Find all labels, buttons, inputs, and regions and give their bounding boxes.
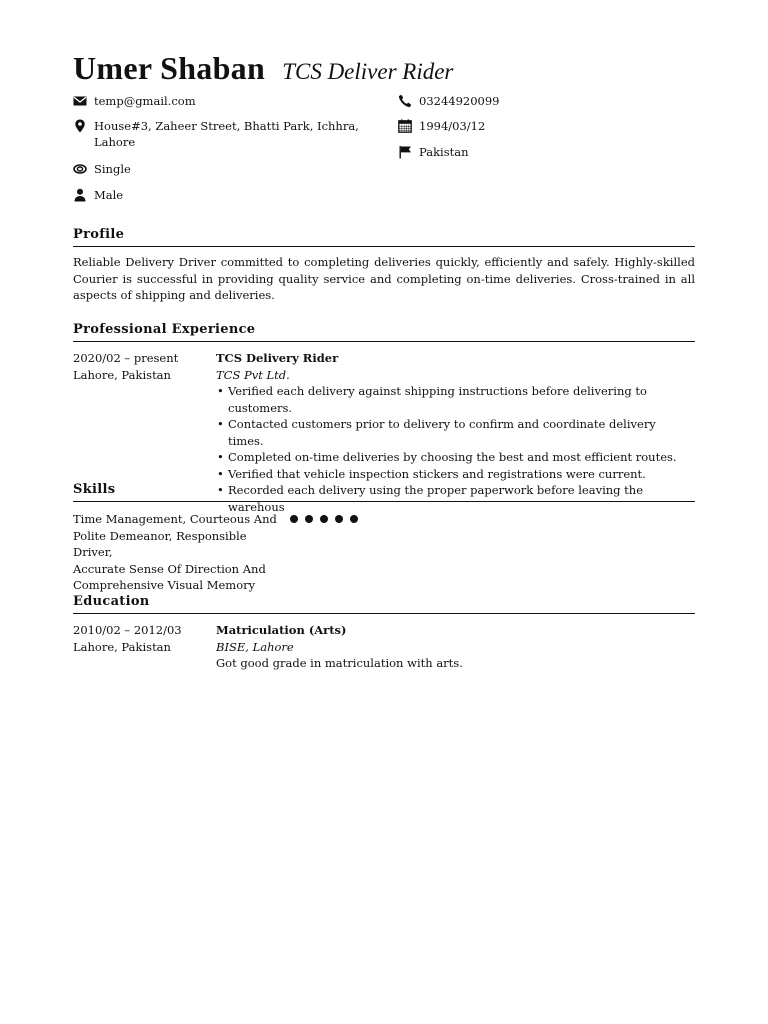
rating-dot — [350, 515, 358, 523]
skills-divider — [73, 501, 695, 502]
education-school: BISE, Lahore — [216, 639, 294, 654]
rings-icon — [73, 162, 87, 176]
resume-header — [73, 50, 453, 87]
skill-rating — [290, 515, 365, 523]
profile-heading: Profile — [73, 227, 125, 242]
address-line-1: House#3, Zaheer Street, Bhatti Park, Ichhra, — [94, 119, 359, 133]
experience-meta — [73, 350, 208, 383]
skill-line: Accurate Sense Of Direction And — [73, 561, 266, 576]
contact-email — [73, 93, 196, 109]
contact-marital — [73, 161, 131, 177]
experience-date: 2020/02 – present — [73, 351, 179, 365]
candidate-title: TCS Deliver Rider — [282, 59, 454, 84]
skill-description — [73, 511, 283, 594]
contact-nationality — [398, 144, 469, 160]
list-item: • Recorded each delivery using the proper paperwork before leaving the warehous — [216, 482, 695, 515]
experience-org: TCS Pvt Ltd. — [216, 367, 290, 382]
calendar-icon — [398, 119, 412, 133]
rating-dot — [335, 515, 343, 523]
profile-text: Reliable Delivery Driver committed to completing deliveries quickly, efficiently and safely. Highly-skilled Courier is successful in providing quality service and completing on-time deliveries. Cross-trained in all aspects of shipping and deliveries. — [73, 255, 695, 302]
rating-dot — [320, 515, 328, 523]
experience-bullets — [216, 383, 695, 515]
education-details — [216, 622, 695, 672]
nationality-text: Pakistan — [419, 145, 469, 159]
education-degree: Matriculation (Arts) — [216, 623, 347, 637]
list-item: • Completed on-time deliveries by choosing the best and most efficient routes. — [216, 449, 695, 466]
flag-icon — [398, 145, 412, 159]
phone-text: 03244920099 — [419, 94, 500, 108]
list-item: • Verified each delivery against shipping instructions before delivering to customers. — [216, 383, 695, 416]
candidate-name: Umer Shaban — [73, 50, 266, 86]
map-pin-icon — [73, 119, 87, 133]
education-divider — [73, 613, 695, 614]
email-text: temp@gmail.com — [94, 94, 196, 108]
gender-text: Male — [94, 188, 124, 202]
birth-date-text: 1994/03/12 — [419, 119, 486, 133]
skill-line: Comprehensive Visual Memory — [73, 578, 256, 592]
education-meta — [73, 622, 208, 655]
education-description: Got good grade in matriculation with arts. — [216, 656, 463, 670]
contact-phone — [398, 93, 499, 109]
experience-details — [216, 350, 695, 515]
list-item: • Contacted customers prior to delivery to confirm and coordinate delivery times. — [216, 416, 695, 449]
address-text — [94, 118, 359, 150]
rating-dot — [290, 515, 298, 523]
experience-divider — [73, 341, 695, 342]
list-item: • Verified that vehicle inspection stickers and registrations were current. — [216, 466, 695, 483]
education-heading: Education — [73, 594, 150, 609]
education-date: 2010/02 – 2012/03 — [73, 623, 182, 637]
experience-role: TCS Delivery Rider — [216, 351, 339, 365]
skill-line: Time Management, Courteous And — [73, 512, 277, 526]
experience-heading: Professional Experience — [73, 322, 256, 337]
experience-location: Lahore, Pakistan — [73, 367, 171, 382]
rating-dot — [305, 515, 313, 523]
education-location: Lahore, Pakistan — [73, 639, 171, 654]
contact-birth-date — [398, 118, 485, 134]
address-line-2: Lahore — [94, 135, 136, 149]
phone-icon — [398, 94, 412, 108]
profile-divider — [73, 246, 695, 247]
skills-heading: Skills — [73, 482, 116, 497]
skill-line: Polite Demeanor, Responsible Driver, — [73, 528, 247, 559]
envelope-icon — [73, 94, 87, 108]
person-icon — [73, 188, 87, 202]
contact-gender — [73, 187, 123, 203]
marital-text: Single — [94, 162, 131, 176]
contact-address — [73, 118, 359, 150]
